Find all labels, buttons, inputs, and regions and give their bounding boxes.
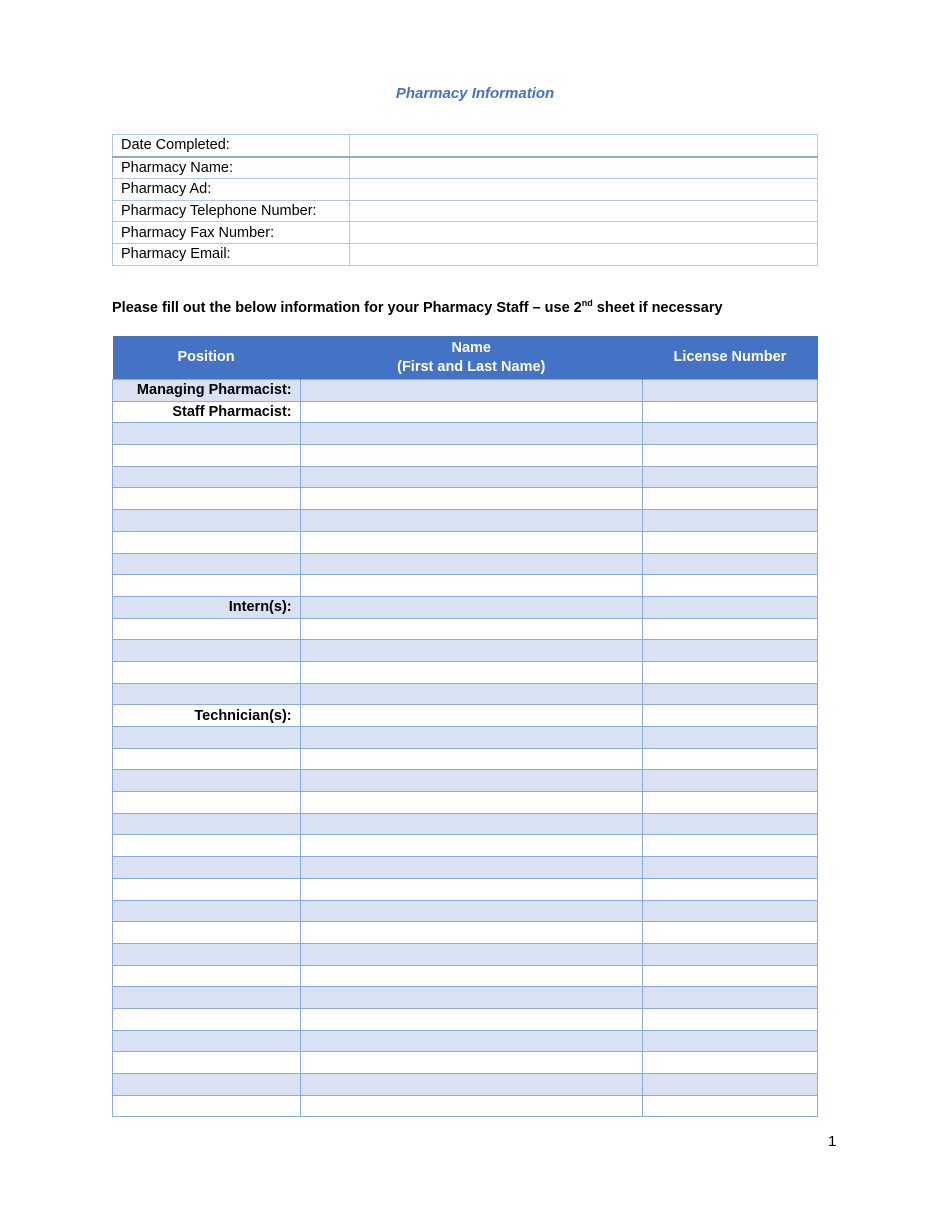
position-cell bbox=[113, 553, 301, 575]
position-cell bbox=[113, 965, 301, 987]
position-cell bbox=[113, 683, 301, 705]
position-cell bbox=[113, 1030, 301, 1052]
staff-row bbox=[113, 575, 818, 597]
staff-row bbox=[113, 987, 818, 1009]
license-field[interactable] bbox=[642, 510, 817, 532]
staff-row bbox=[113, 705, 818, 727]
instructions-text: Please fill out the below information for your Pharmacy Staff – use 2 bbox=[112, 300, 582, 316]
name-field[interactable] bbox=[300, 1008, 642, 1030]
position-cell bbox=[113, 661, 301, 683]
name-field[interactable] bbox=[300, 618, 642, 640]
name-field[interactable] bbox=[300, 1052, 642, 1074]
info-value-field[interactable] bbox=[350, 200, 818, 222]
position-cell bbox=[113, 575, 301, 597]
license-field[interactable] bbox=[642, 857, 817, 879]
license-field[interactable] bbox=[642, 813, 817, 835]
name-field[interactable] bbox=[300, 380, 642, 402]
position-cell bbox=[113, 727, 301, 749]
position-cell bbox=[113, 922, 301, 944]
license-field[interactable] bbox=[642, 900, 817, 922]
license-field[interactable] bbox=[642, 488, 817, 510]
staff-row bbox=[113, 748, 818, 770]
license-field[interactable] bbox=[642, 683, 817, 705]
position-cell: Managing Pharmacist: bbox=[113, 380, 301, 402]
position-cell bbox=[113, 1052, 301, 1074]
info-value-field[interactable] bbox=[350, 179, 818, 201]
name-field[interactable] bbox=[300, 965, 642, 987]
license-field[interactable] bbox=[642, 1030, 817, 1052]
position-cell bbox=[113, 1074, 301, 1096]
name-field[interactable] bbox=[300, 878, 642, 900]
info-value-field[interactable] bbox=[350, 222, 818, 244]
license-field[interactable] bbox=[642, 466, 817, 488]
staff-row bbox=[113, 380, 818, 402]
name-field[interactable] bbox=[300, 1074, 642, 1096]
license-field[interactable] bbox=[642, 943, 817, 965]
position-cell bbox=[113, 987, 301, 1009]
info-row bbox=[113, 222, 818, 244]
info-label: Pharmacy Name: bbox=[113, 157, 350, 179]
name-field[interactable] bbox=[300, 445, 642, 467]
instructions-superscript: nd bbox=[581, 298, 593, 308]
name-field[interactable] bbox=[300, 835, 642, 857]
staff-row bbox=[113, 813, 818, 835]
staff-row bbox=[113, 727, 818, 749]
staff-row bbox=[113, 1052, 818, 1074]
name-field[interactable] bbox=[300, 401, 642, 423]
staff-row bbox=[113, 466, 818, 488]
staff-row bbox=[113, 683, 818, 705]
header-license: License Number bbox=[642, 336, 817, 380]
staff-row bbox=[113, 1008, 818, 1030]
staff-row bbox=[113, 553, 818, 575]
staff-row bbox=[113, 510, 818, 532]
position-cell bbox=[113, 943, 301, 965]
staff-row bbox=[113, 770, 818, 792]
info-value-field[interactable] bbox=[350, 135, 818, 157]
name-field[interactable] bbox=[300, 1030, 642, 1052]
name-field[interactable] bbox=[300, 466, 642, 488]
license-field[interactable] bbox=[642, 575, 817, 597]
license-field[interactable] bbox=[642, 1095, 817, 1117]
name-field[interactable] bbox=[300, 596, 642, 618]
name-field[interactable] bbox=[300, 900, 642, 922]
info-value-field[interactable] bbox=[350, 157, 818, 179]
position-cell bbox=[113, 1008, 301, 1030]
name-field[interactable] bbox=[300, 1095, 642, 1117]
license-field[interactable] bbox=[642, 1074, 817, 1096]
position-cell: Intern(s): bbox=[113, 596, 301, 618]
position-cell bbox=[113, 835, 301, 857]
license-field[interactable] bbox=[642, 640, 817, 662]
staff-row bbox=[113, 878, 818, 900]
staff-row bbox=[113, 1030, 818, 1052]
info-row bbox=[113, 157, 818, 179]
staff-table-header-row bbox=[113, 336, 818, 380]
license-field[interactable] bbox=[642, 835, 817, 857]
position-cell bbox=[113, 748, 301, 770]
position-cell bbox=[113, 1095, 301, 1117]
info-row bbox=[113, 179, 818, 201]
license-field[interactable] bbox=[642, 1008, 817, 1030]
position-cell bbox=[113, 857, 301, 879]
position-cell bbox=[113, 618, 301, 640]
info-label: Pharmacy Fax Number: bbox=[113, 222, 350, 244]
name-field[interactable] bbox=[300, 531, 642, 553]
name-field[interactable] bbox=[300, 922, 642, 944]
header-name bbox=[300, 336, 642, 380]
name-field[interactable] bbox=[300, 943, 642, 965]
license-field[interactable] bbox=[642, 553, 817, 575]
position-cell bbox=[113, 878, 301, 900]
name-field[interactable] bbox=[300, 987, 642, 1009]
license-field[interactable] bbox=[642, 423, 817, 445]
license-field[interactable] bbox=[642, 1052, 817, 1074]
position-cell bbox=[113, 640, 301, 662]
info-label: Pharmacy Email: bbox=[113, 243, 350, 265]
staff-row bbox=[113, 835, 818, 857]
pharmacy-info-table bbox=[112, 134, 818, 266]
license-field[interactable] bbox=[642, 705, 817, 727]
info-label: Date Completed: bbox=[113, 135, 350, 157]
license-field[interactable] bbox=[642, 445, 817, 467]
staff-row bbox=[113, 857, 818, 879]
info-value-field[interactable] bbox=[350, 243, 818, 265]
staff-row bbox=[113, 596, 818, 618]
name-field[interactable] bbox=[300, 705, 642, 727]
position-cell bbox=[113, 900, 301, 922]
license-field[interactable] bbox=[642, 987, 817, 1009]
license-field[interactable] bbox=[642, 531, 817, 553]
position-cell bbox=[113, 510, 301, 532]
pharmacy-info-body bbox=[113, 135, 818, 266]
position-cell bbox=[113, 423, 301, 445]
license-field[interactable] bbox=[642, 770, 817, 792]
staff-row bbox=[113, 488, 818, 510]
position-cell bbox=[113, 813, 301, 835]
staff-row bbox=[113, 1074, 818, 1096]
license-field[interactable] bbox=[642, 792, 817, 814]
name-field[interactable] bbox=[300, 553, 642, 575]
staff-row bbox=[113, 640, 818, 662]
position-cell: Technician(s): bbox=[113, 705, 301, 727]
instructions-text-end: sheet if necessary bbox=[592, 300, 723, 316]
position-cell bbox=[113, 466, 301, 488]
header-position: Position bbox=[113, 336, 301, 380]
page-number: 1 bbox=[828, 1133, 837, 1150]
license-field[interactable] bbox=[642, 596, 817, 618]
header-name-line2: (First and Last Name) bbox=[397, 358, 546, 375]
name-field[interactable] bbox=[300, 792, 642, 814]
staff-row bbox=[113, 618, 818, 640]
name-field[interactable] bbox=[300, 727, 642, 749]
info-label: Pharmacy Telephone Number: bbox=[113, 200, 350, 222]
staff-table-body bbox=[113, 380, 818, 1117]
name-field[interactable] bbox=[300, 857, 642, 879]
license-field[interactable] bbox=[642, 661, 817, 683]
staff-row bbox=[113, 531, 818, 553]
name-field[interactable] bbox=[300, 748, 642, 770]
position-cell bbox=[113, 770, 301, 792]
name-field[interactable] bbox=[300, 488, 642, 510]
license-field[interactable] bbox=[642, 878, 817, 900]
name-field[interactable] bbox=[300, 640, 642, 662]
staff-row bbox=[113, 423, 818, 445]
name-field[interactable] bbox=[300, 575, 642, 597]
staff-instructions bbox=[112, 300, 723, 316]
staff-row bbox=[113, 965, 818, 987]
position-cell bbox=[113, 445, 301, 467]
position-cell: Staff Pharmacist: bbox=[113, 401, 301, 423]
name-field[interactable] bbox=[300, 510, 642, 532]
position-cell bbox=[113, 531, 301, 553]
license-field[interactable] bbox=[642, 618, 817, 640]
info-label: Pharmacy Ad: bbox=[113, 179, 350, 201]
staff-row bbox=[113, 900, 818, 922]
staff-table bbox=[112, 336, 818, 1117]
staff-row bbox=[113, 792, 818, 814]
position-cell bbox=[113, 792, 301, 814]
name-field[interactable] bbox=[300, 813, 642, 835]
staff-row bbox=[113, 445, 818, 467]
name-field[interactable] bbox=[300, 770, 642, 792]
staff-row bbox=[113, 922, 818, 944]
license-field[interactable] bbox=[642, 922, 817, 944]
staff-row bbox=[113, 661, 818, 683]
name-field[interactable] bbox=[300, 423, 642, 445]
staff-row bbox=[113, 943, 818, 965]
license-field[interactable] bbox=[642, 401, 817, 423]
name-field[interactable] bbox=[300, 661, 642, 683]
license-field[interactable] bbox=[642, 380, 817, 402]
position-cell bbox=[113, 488, 301, 510]
info-row bbox=[113, 200, 818, 222]
license-field[interactable] bbox=[642, 727, 817, 749]
license-field[interactable] bbox=[642, 965, 817, 987]
info-row bbox=[113, 243, 818, 265]
staff-row bbox=[113, 1095, 818, 1117]
name-field[interactable] bbox=[300, 683, 642, 705]
header-name-line1: Name bbox=[451, 339, 491, 356]
page-title: Pharmacy Information bbox=[395, 85, 555, 102]
info-row bbox=[113, 135, 818, 157]
staff-row bbox=[113, 401, 818, 423]
license-field[interactable] bbox=[642, 748, 817, 770]
